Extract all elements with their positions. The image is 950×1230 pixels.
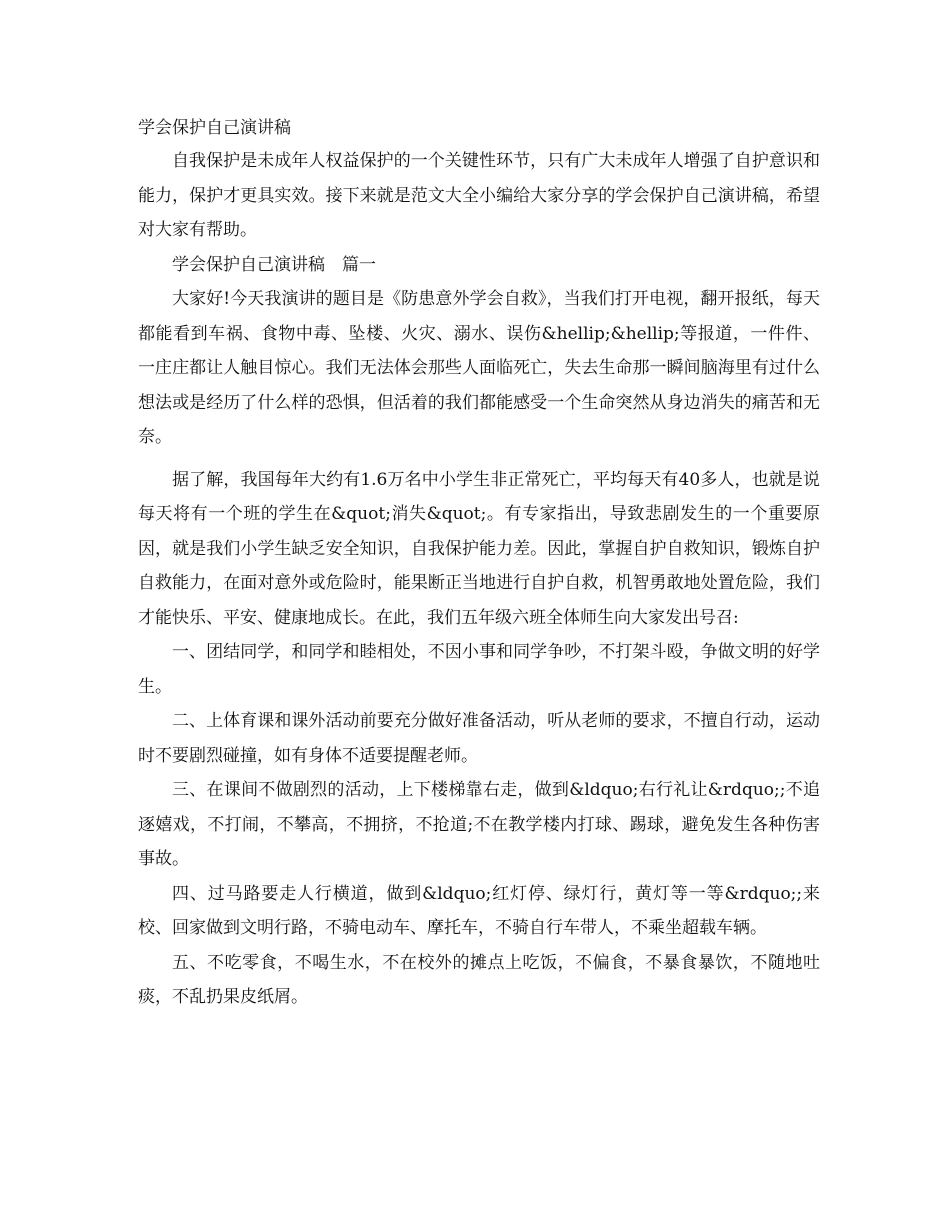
body-paragraph-3: 一、团结同学，和同学和睦相处，不因小事和同学争吵，不打架斗殴，争做文明的好学生。 — [138, 642, 820, 697]
body-paragraph-7: 五、不吃零食，不喝生水，不在校外的摊点上吃饭，不偏食，不暴食暴饮，不随地吐痰，不乱扔果皮纸屑。 — [138, 952, 820, 1007]
body-paragraph-1: 大家好!今天我演讲的题目是《防患意外学会自救》，当我们打开电视，翻开报纸，每天都能看到车祸、食物中毒、坠楼、火灾、溺水、误伤&hellip;&hellip;等报道，一件件、一庄庄都让人触目惊心。我们无法体会那些人面临死亡，失去生命那一瞬间脑海里有过什么想法或是经历了什么样的恐惧，但活着的我们都能感受一个生命突然从身边消失的痛苦和无奈。 — [138, 289, 820, 447]
body-paragraph-5: 三、在课间不做剧烈的活动，上下楼梯靠右走，做到&ldquo;右行礼让&rdquo;;不追逐嬉戏，不打闹，不攀高，不拥挤，不抢道;不在教学楼内打球、踢球，避免发生各种伤害事故。 — [138, 780, 820, 869]
intro-paragraph: 自我保护是未成年人权益保护的一个关键性环节，只有广大未成年人增强了自护意识和能力，保护才更具实效。接下来就是范文大全小编给大家分享的学会保护自己演讲稿，希望对大家有帮助。 — [138, 151, 820, 240]
document-title: 学会保护自己演讲稿 — [138, 118, 291, 138]
section-heading: 学会保护自己演讲稿 篇一 — [172, 254, 376, 275]
body-paragraph-4: 二、上体育课和课外活动前要充分做好准备活动，听从老师的要求，不擅自行动，运动时不要剧烈碰撞，如有身体不适要提醒老师。 — [138, 711, 820, 766]
body-paragraph-2: 据了解，我国每年大约有1.6万名中小学生非正常死亡，平均每天有40多人，也就是说每天将有一个班的学生在&quot;消失&quot;。有专家指出，导致悲剧发生的一个重要原因，就是我们小学生缺乏安全知识，自我保护能力差。因此，掌握自护自救知识，锻炼自护自救能力，在面对意外或危险时，能果断正当地进行自护自救，机智勇敢地处置危险，我们才能快乐、平安、健康地成长。在此，我们五年级六班全体师生向大家发出号召: — [138, 469, 820, 628]
body-paragraph-6: 四、过马路要走人行横道，做到&ldquo;红灯停、绿灯行，黄灯等一等&rdquo;;来校、回家做到文明行路，不骑电动车、摩托车，不骑自行车带人，不乘坐超载车辆。 — [138, 883, 820, 938]
